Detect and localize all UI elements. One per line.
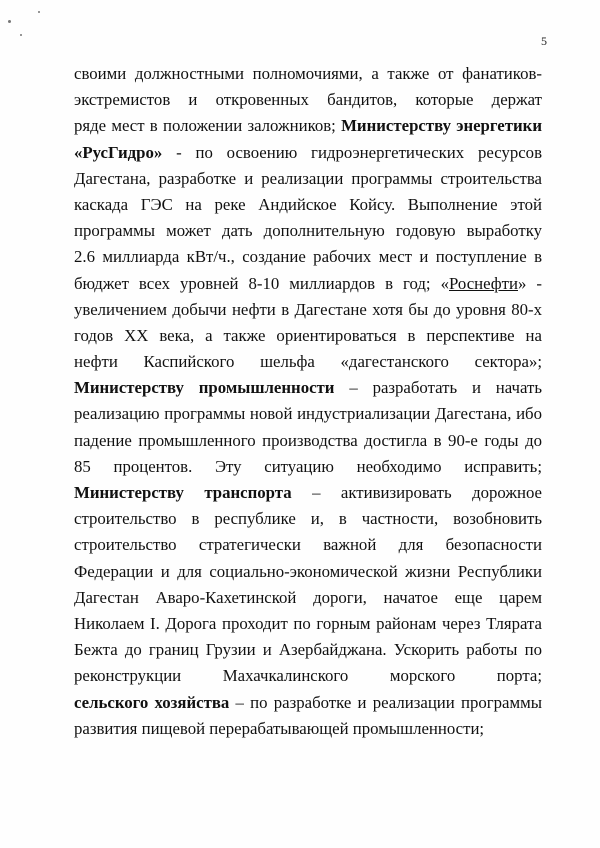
- text-line: [74, 113, 542, 139]
- text-segment: реализацию программы новой индустриализации Дагестана, ибо: [74, 404, 542, 424]
- text-segment: Бежта до границ Грузии и Азербайджана. Ускорить работы по: [74, 640, 542, 660]
- text-segment: экстремистов и откровенных бандитов, которые держат: [74, 90, 542, 110]
- text-segment: – разработать и начать: [334, 378, 542, 398]
- bold-text-segment: «РусГидро»: [74, 142, 163, 162]
- text-line: [74, 218, 542, 244]
- text-segment: программы может дать дополнительную годовую выработку: [74, 221, 542, 241]
- text-line: [74, 532, 542, 558]
- text-line: [74, 323, 542, 349]
- bold-text-segment: Министерству транспорта: [74, 483, 292, 502]
- text-line: [74, 637, 542, 663]
- text-segment: 85 процентов. Эту ситуацию необходимо исправить;: [74, 456, 542, 476]
- text-segment: » -: [518, 273, 542, 293]
- text-line: [74, 690, 542, 716]
- text-line: [74, 401, 542, 427]
- text-line: [74, 297, 542, 323]
- text-segment: – по разработке и реализации программы: [229, 692, 542, 712]
- scan-speck: [38, 11, 40, 13]
- text-segment: развития пищевой перерабатывающей промышленности;: [74, 718, 485, 738]
- text-segment: своими должностными полномочиями, а также от фанатиков-: [74, 64, 542, 83]
- text-line: [74, 244, 542, 270]
- text-segment: нефти Каспийского шельфа «дагестанского сектора»;: [74, 352, 542, 372]
- text-segment: строительство стратегически важной для безопасности: [74, 535, 542, 555]
- bold-text-segment: Министерству энергетики: [341, 116, 542, 136]
- text-line: [74, 428, 542, 454]
- bold-text-segment: Министерству промышленности: [74, 378, 335, 398]
- underlined-text-segment: Роснефти: [449, 273, 518, 293]
- text-line: [74, 271, 542, 297]
- text-line: [74, 611, 542, 637]
- text-line: [74, 716, 542, 742]
- text-segment: годов XX века, а также ориентироваться в перспективе на: [74, 325, 542, 345]
- text-segment: Николаем I. Дорога проходит по горным районам через Тлярата: [74, 613, 542, 633]
- bold-text-segment: сельского хозяйства: [74, 692, 230, 712]
- text-segment: реконструкции Махачкалинского морского порта;: [74, 666, 542, 686]
- page-number: 5: [541, 34, 547, 48]
- text-segment: бюджет всех уровней 8-10 миллиардов в год; «: [74, 273, 449, 293]
- text-line: [74, 480, 542, 506]
- text-segment: Дагестан Аваро-Кахетинской дороги, начатое еще царем: [74, 587, 542, 607]
- text-line: [74, 454, 542, 480]
- scan-speck: [20, 34, 22, 36]
- text-line: [74, 192, 542, 218]
- text-segment: ряде мест в положении заложников;: [74, 116, 342, 136]
- text-segment: строительство в республике и, в частности, возобновить: [74, 509, 542, 529]
- text-line: [74, 166, 542, 192]
- text-line: [74, 559, 542, 585]
- text-segment: - по освоению гидроэнергетических ресурсов: [162, 142, 542, 162]
- text-segment: – активизировать дорожное: [291, 483, 542, 502]
- scan-speck: [8, 20, 11, 23]
- text-segment: падение промышленного производства достигла в 90-е годы до: [74, 430, 542, 450]
- text-line: [74, 349, 542, 375]
- text-line: [74, 663, 542, 689]
- text-line: [74, 506, 542, 532]
- text-segment: увеличением добычи нефти в Дагестане хотя бы до уровня 80-х: [74, 299, 542, 319]
- text-line: [74, 87, 542, 113]
- text-segment: Дагестана, разработке и реализации программы строительства: [74, 168, 542, 188]
- text-segment: 2.6 миллиарда кВт/ч., создание рабочих мест и поступление в: [74, 247, 542, 267]
- text-line: [74, 375, 542, 401]
- text-segment: Федерации и для социально-экономической жизни Республики: [74, 561, 542, 581]
- text-line: [74, 61, 542, 87]
- text-line: [74, 140, 542, 166]
- document-body: [74, 61, 542, 742]
- text-segment: каскада ГЭС на реке Андийское Койсу. Выполнение этой: [74, 194, 542, 214]
- text-line: [74, 585, 542, 611]
